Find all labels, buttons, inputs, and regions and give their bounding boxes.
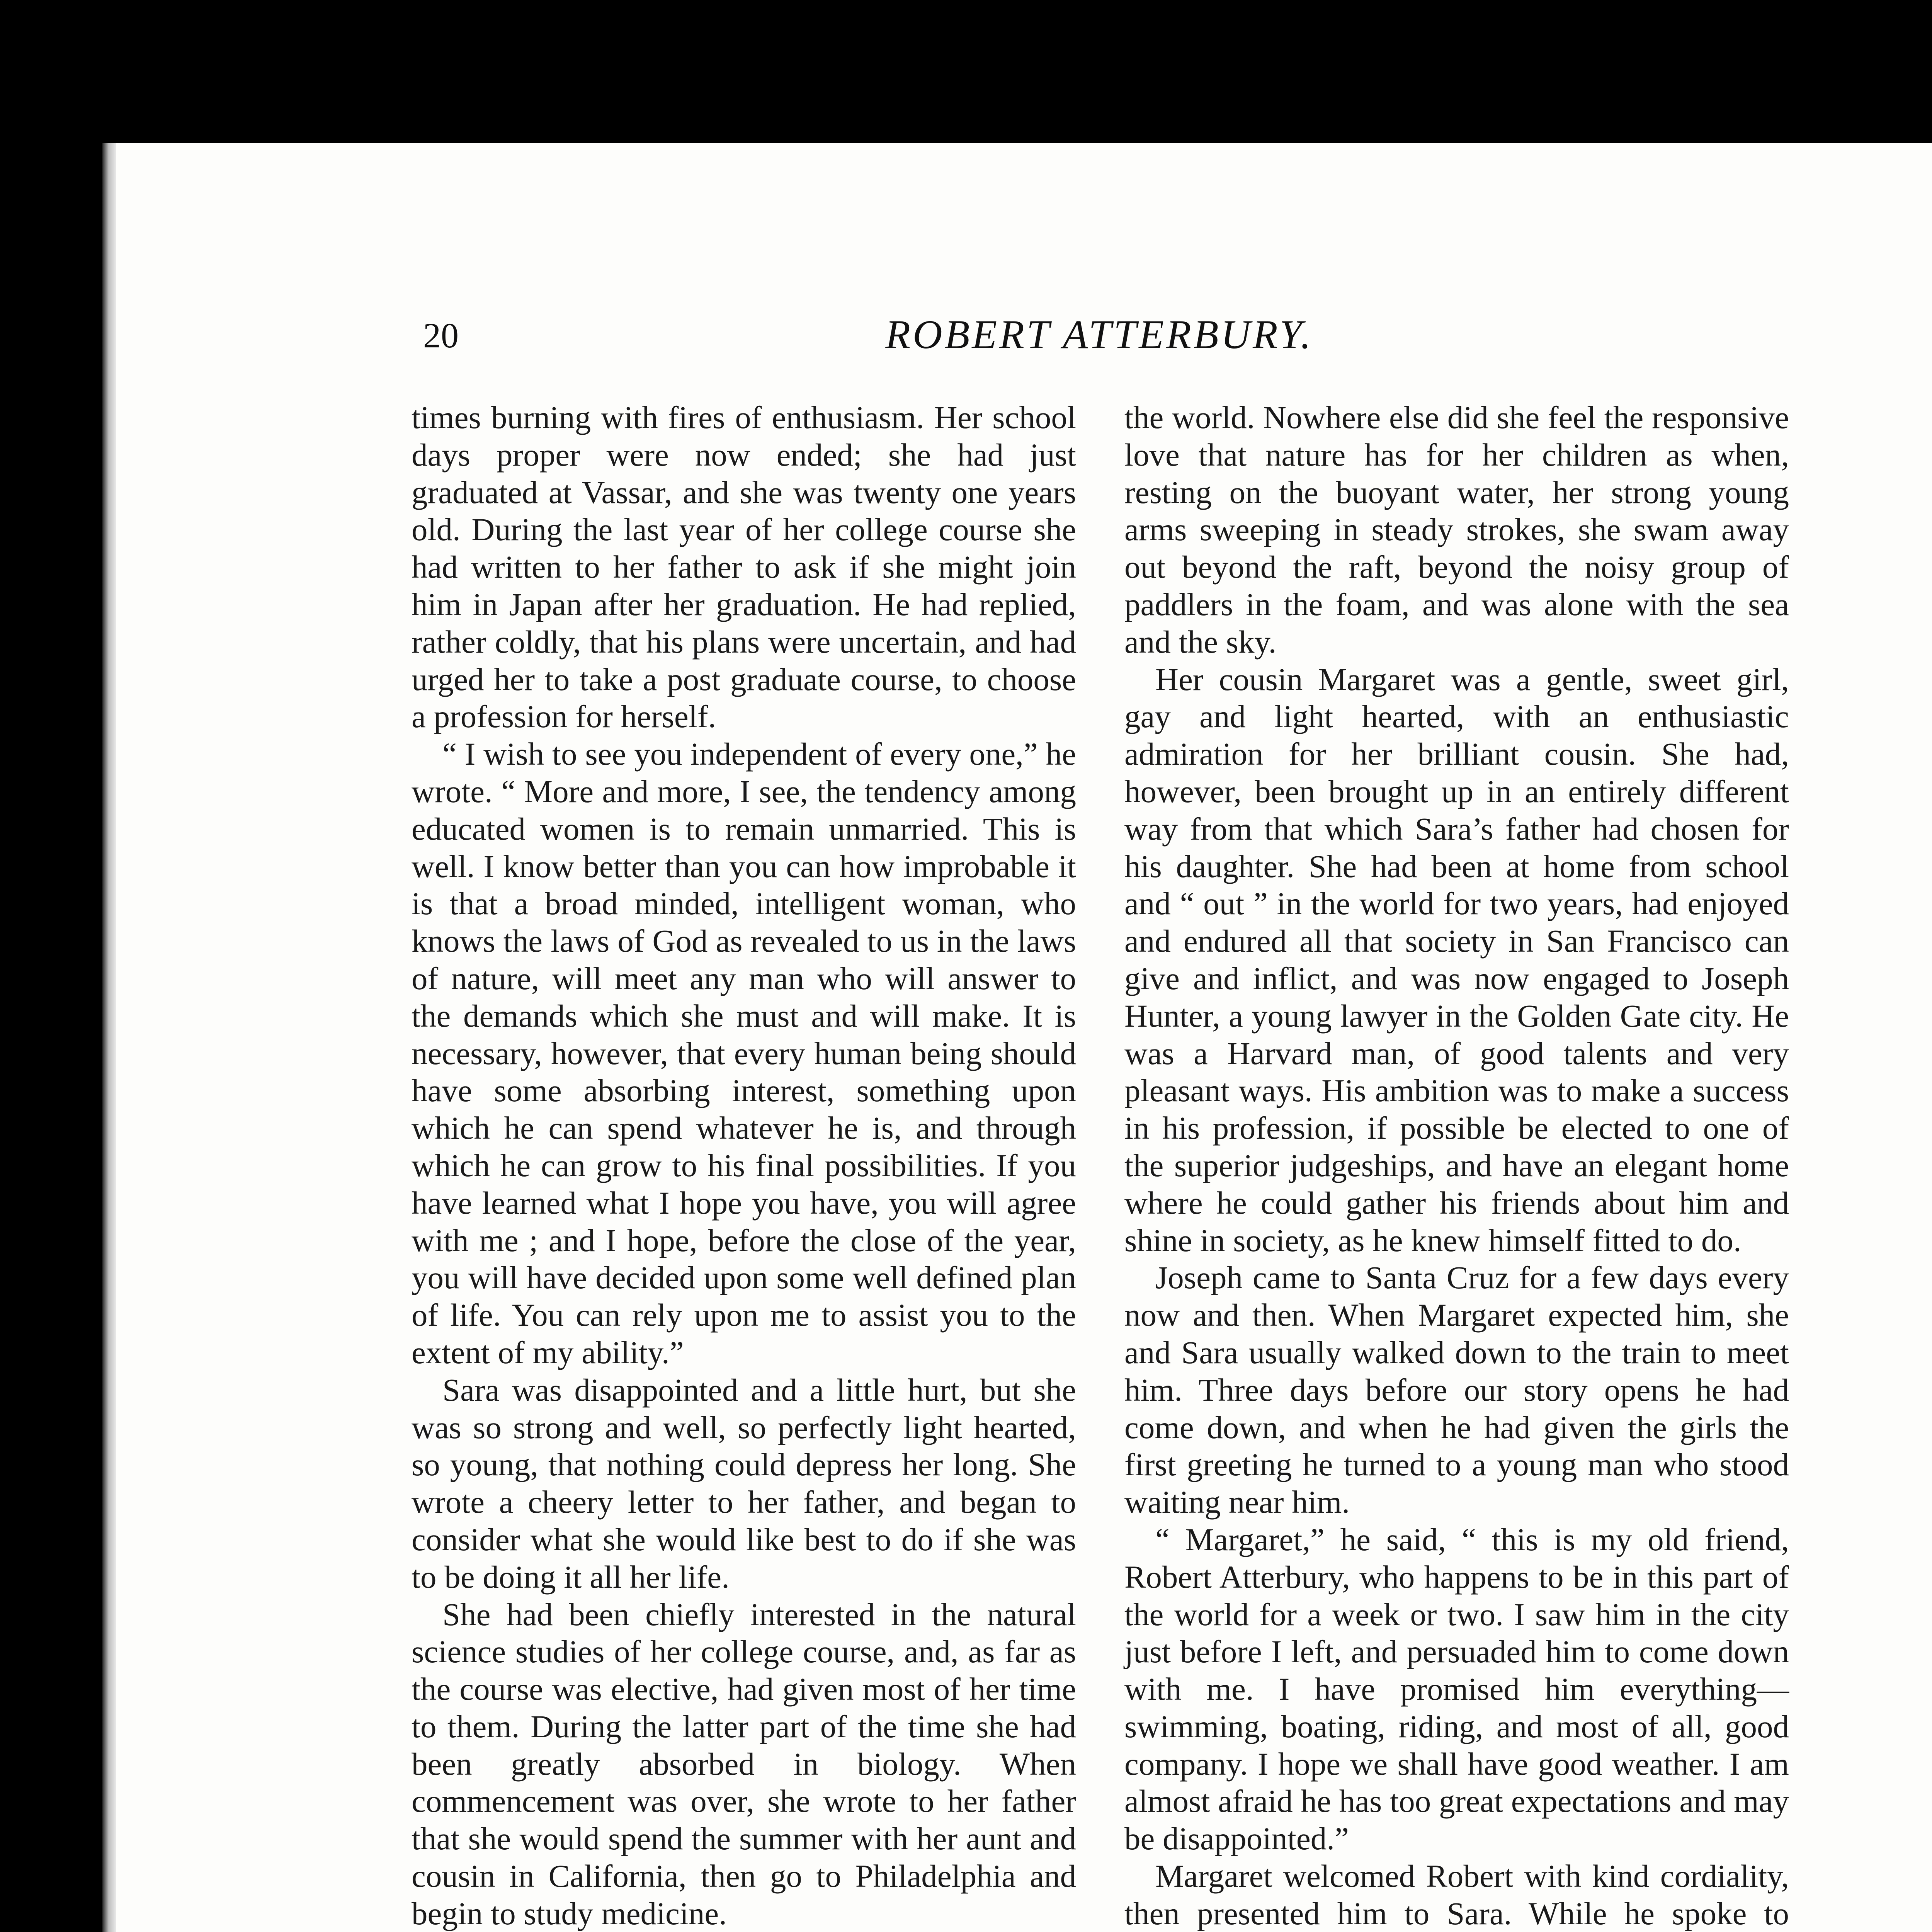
paragraph: Sara was disappointed and a little hurt, but she was so strong and well, so perfectly light hearted, so young, that nothing could depress her long. She wrote a cheery letter to her father, and began to consider what she would like best to do if she was to be doing it all her life. xyxy=(412,1372,1076,1595)
paragraph: Margaret welcomed Robert with kind cordiality, then presented him to Sara. While he spoke to xyxy=(1124,1858,1789,1931)
left-text-column xyxy=(412,399,1076,1932)
paragraph: times burning with fires of enthusiasm. Her school days proper were now ended; she had just graduated at Vassar, and she was twenty one years old. During the last year of her college course she had written to her father to ask if she might join him in Japan after her graduation. He had replied, rather coldly, that his plans were uncertain, and had urged her to take a post graduate course, to choose a profession for herself. xyxy=(412,400,1076,735)
running-title: ROBERT ATTERBURY. xyxy=(885,312,1313,357)
page-number: 20 xyxy=(423,316,459,355)
right-text-column xyxy=(1124,399,1789,1932)
paragraph: Joseph came to Santa Cruz for a few days every now and then. When Margaret expected him, she and Sara usually walked down to the train to meet him. Three days before our story opens he had come down, and when he had given the girls the first greeting he turned to a young man who stood waiting near him. xyxy=(1124,1260,1789,1520)
page-header xyxy=(423,311,1393,365)
paragraph: “ Margaret,” he said, “ this is my old friend, Robert Atterbury, who happens to be in this part of the world for a week or two. I saw him in the city just before I left, and persuaded him to come down with me. I have promised him everything—swimming, boating, riding, and most of all, good company. I hope we shall have good weather. I am almost afraid he has too great expectations and may be disappointed.” xyxy=(1124,1521,1789,1857)
scan-edge-left xyxy=(102,143,118,1932)
paragraph: Her cousin Margaret was a gentle, sweet girl, gay and light hearted, with an enthusiastic admiration for her brilliant cousin. She had, however, been brought up in an entirely different way from that which Sara’s father had chosen for his daughter. She had been at home from school and “ out ” in the world for two years, had enjoyed and endured all that society in San Francisco can give and inflict, and was now engaged to Joseph Hunter, a young lawyer in the Golden Gate city. He was a Harvard man, of good talents and very pleasant ways. His ambition was to make a success in his profession, if possible be elected to one of the superior judgeships, and have an elegant home where he could gather his friends about him and shine in society, as he knew himself fitted to do. xyxy=(1124,661,1789,1258)
paragraph: “ I wish to see you independent of every one,” he wrote. “ More and more, I see, the tendency among educated women is to remain unmarried. This is well. I know better than you can how improbable it is that a broad minded, intelligent woman, who knows the laws of God as revealed to us in the laws of nature, will meet any man who will answer to the demands which she must and will make. It is necessary, however, that every human being should have some absorbing interest, something upon which he can spend whatever he is, and through which he can grow to his final possibilities. If you have learned what I hope you have, you will agree with me ; and I hope, before the close of the year, you will have decided upon some well defined plan of life. You can rely upon me to assist you to the extent of my ability.” xyxy=(412,736,1076,1370)
paragraph: She had been chiefly interested in the natural science studies of her college course, and, as far as the course was elective, had given most of her time to them. During the latter part of the time she had been greatly absorbed in biology. When commencement was over, she wrote to her father that she would spend the summer with her aunt and cousin in California, then go to Philadelphia and begin to study medicine. xyxy=(412,1596,1076,1931)
paragraph: the world. Nowhere else did she feel the responsive love that nature has for her children as when, resting on the buoyant water, her strong young arms sweeping in steady strokes, she swam away out beyond the raft, beyond the noisy group of paddlers in the foam, and was alone with the sea and the sky. xyxy=(1124,400,1789,660)
